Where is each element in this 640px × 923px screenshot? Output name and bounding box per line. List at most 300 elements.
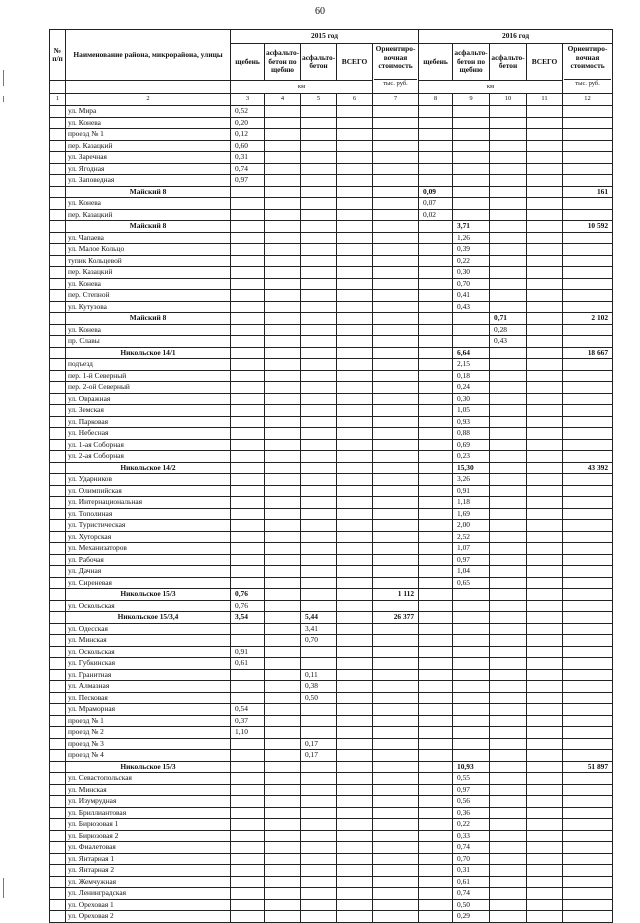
- table-row: [50, 692, 613, 704]
- km-cell: [337, 416, 373, 428]
- km-cell: [419, 221, 453, 233]
- km-cell: [337, 612, 373, 624]
- street-name: проезд № 4: [66, 750, 231, 762]
- cost-cell: [373, 175, 419, 187]
- table-row: [50, 600, 613, 612]
- cost-cell: [373, 600, 419, 612]
- row-number-cell: [50, 865, 66, 877]
- cost-cell: [563, 577, 613, 589]
- km-cell: [527, 612, 563, 624]
- km-cell: [453, 750, 490, 762]
- km-cell: [265, 324, 301, 336]
- km-cell: [337, 106, 373, 118]
- km-cell: [527, 485, 563, 497]
- cost-cell: [373, 393, 419, 405]
- km-cell: [265, 577, 301, 589]
- km-cell: [419, 347, 453, 359]
- street-name: ул. Мира: [66, 106, 231, 118]
- km-cell: [337, 129, 373, 141]
- cost-cell: [563, 209, 613, 221]
- km-cell: 6,64: [453, 347, 490, 359]
- row-number-cell: [50, 313, 66, 325]
- km-cell: [337, 439, 373, 451]
- table-header: [50, 30, 613, 106]
- cost-cell: [563, 681, 613, 693]
- cost-cell: [563, 704, 613, 716]
- street-name: проезд № 1: [66, 129, 231, 141]
- km-cell: [301, 336, 337, 348]
- km-cell: [527, 796, 563, 808]
- km-cell: [265, 669, 301, 681]
- cost-cell: [563, 290, 613, 302]
- km-cell: [527, 416, 563, 428]
- km-cell: [231, 255, 265, 267]
- street-name: ул. Янтарная 1: [66, 853, 231, 865]
- km-cell: [419, 324, 453, 336]
- cost-cell: [563, 750, 613, 762]
- km-cell: [301, 244, 337, 256]
- km-cell: [265, 727, 301, 739]
- cost-cell: [373, 888, 419, 900]
- street-name: ул. Изумрудная: [66, 796, 231, 808]
- table-row: [50, 232, 613, 244]
- cost-cell: [373, 738, 419, 750]
- km-cell: [265, 393, 301, 405]
- km-cell: [265, 175, 301, 187]
- km-cell: [231, 485, 265, 497]
- km-cell: [301, 543, 337, 555]
- km-cell: [419, 313, 453, 325]
- street-name: ул. Оскольская: [66, 646, 231, 658]
- km-cell: [265, 462, 301, 474]
- km-cell: [419, 117, 453, 129]
- km-cell: [337, 370, 373, 382]
- table-row: [50, 405, 613, 417]
- km-cell: [301, 129, 337, 141]
- km-cell: [337, 761, 373, 773]
- cost-cell: [373, 681, 419, 693]
- km-cell: [265, 485, 301, 497]
- km-cell: [231, 324, 265, 336]
- km-cell: [527, 474, 563, 486]
- km-cell: [527, 704, 563, 716]
- cost-cell: [373, 359, 419, 371]
- row-number-cell: [50, 681, 66, 693]
- km-cell: [453, 186, 490, 198]
- km-cell: 0,97: [453, 784, 490, 796]
- km-cell: [490, 531, 527, 543]
- cost-cell: [563, 796, 613, 808]
- table-row: [50, 485, 613, 497]
- km-cell: [527, 313, 563, 325]
- cost-cell: [563, 600, 613, 612]
- row-number-cell: [50, 163, 66, 175]
- km-cell: [419, 589, 453, 601]
- km-cell: [419, 244, 453, 256]
- km-cell: [337, 232, 373, 244]
- km-cell: [453, 313, 490, 325]
- km-cell: 0,30: [453, 267, 490, 279]
- km-cell: [301, 807, 337, 819]
- km-cell: [490, 462, 527, 474]
- km-cell: [337, 520, 373, 532]
- km-cell: 0,70: [301, 635, 337, 647]
- km-cell: 0,09: [419, 186, 453, 198]
- cost-cell: [373, 232, 419, 244]
- km-cell: [527, 359, 563, 371]
- km-cell: [265, 761, 301, 773]
- km-cell: [527, 324, 563, 336]
- km-cell: [265, 221, 301, 233]
- km-cell: [419, 842, 453, 854]
- km-cell: [231, 439, 265, 451]
- km-cell: [301, 819, 337, 831]
- table-row: [50, 738, 613, 750]
- table-row: [50, 543, 613, 555]
- km-cell: [453, 175, 490, 187]
- table-row: [50, 474, 613, 486]
- row-number-cell: [50, 600, 66, 612]
- km-cell: [301, 853, 337, 865]
- cost-cell: [563, 623, 613, 635]
- street-name: ул. Гранитная: [66, 669, 231, 681]
- cost-cell: [563, 508, 613, 520]
- cost-cell: [373, 462, 419, 474]
- row-number-cell: [50, 853, 66, 865]
- row-number-cell: [50, 370, 66, 382]
- group-name: Майский 8: [66, 186, 231, 198]
- cost-cell: [373, 244, 419, 256]
- km-cell: [301, 784, 337, 796]
- km-cell: [419, 715, 453, 727]
- cost-cell: [373, 761, 419, 773]
- km-cell: [337, 531, 373, 543]
- km-cell: [337, 589, 373, 601]
- km-cell: 0,22: [453, 255, 490, 267]
- margin-mark: [3, 878, 4, 898]
- cost-cell: 26 377: [373, 612, 419, 624]
- cost-cell: [373, 301, 419, 313]
- table-row: [50, 278, 613, 290]
- km-cell: [527, 750, 563, 762]
- km-cell: [301, 865, 337, 877]
- km-cell: [490, 876, 527, 888]
- km-cell: [231, 784, 265, 796]
- km-cell: [301, 359, 337, 371]
- group-name: Никольское 15/3,4: [66, 612, 231, 624]
- table-row: [50, 163, 613, 175]
- margin-mark: [3, 96, 4, 102]
- km-cell: [265, 543, 301, 555]
- table-row: [50, 842, 613, 854]
- km-cell: [301, 796, 337, 808]
- km-cell: [337, 888, 373, 900]
- km-cell: [337, 359, 373, 371]
- km-cell: [490, 497, 527, 509]
- row-number-cell: [50, 474, 66, 486]
- km-cell: 0,12: [231, 129, 265, 141]
- km-cell: [419, 750, 453, 762]
- km-cell: [419, 577, 453, 589]
- km-cell: 0,50: [453, 899, 490, 911]
- km-cell: [527, 497, 563, 509]
- km-cell: [231, 198, 265, 210]
- km-cell: [490, 152, 527, 164]
- row-number-cell: [50, 646, 66, 658]
- header-cost-2016-label: Ориентиро-вочная стоимость: [567, 44, 608, 70]
- cost-cell: [373, 635, 419, 647]
- row-number-cell: [50, 140, 66, 152]
- row-number-cell: [50, 830, 66, 842]
- km-cell: [527, 761, 563, 773]
- km-cell: [490, 761, 527, 773]
- km-cell: [301, 761, 337, 773]
- table-row: [50, 531, 613, 543]
- row-number-cell: [50, 267, 66, 279]
- km-cell: [527, 784, 563, 796]
- row-number-cell: [50, 876, 66, 888]
- km-cell: [231, 290, 265, 302]
- km-cell: [527, 278, 563, 290]
- table-row: [50, 428, 613, 440]
- km-cell: [527, 221, 563, 233]
- km-cell: [265, 681, 301, 693]
- header-unit-km-2015: км: [231, 81, 373, 94]
- km-cell: [265, 301, 301, 313]
- cost-cell: 1 112: [373, 589, 419, 601]
- row-number-cell: [50, 727, 66, 739]
- km-cell: [337, 727, 373, 739]
- km-cell: [337, 865, 373, 877]
- km-cell: [527, 520, 563, 532]
- table-row: [50, 635, 613, 647]
- row-number-cell: [50, 106, 66, 118]
- km-cell: [301, 704, 337, 716]
- km-cell: [265, 370, 301, 382]
- cost-cell: [563, 152, 613, 164]
- km-cell: [231, 416, 265, 428]
- km-cell: [419, 635, 453, 647]
- km-cell: [231, 359, 265, 371]
- km-cell: [490, 106, 527, 118]
- header-asphalt-2016: асфальто-бетон: [490, 44, 527, 81]
- header-unit-blank: [50, 81, 66, 94]
- km-cell: [231, 876, 265, 888]
- km-cell: [337, 198, 373, 210]
- km-cell: [337, 658, 373, 670]
- cost-cell: [563, 359, 613, 371]
- cost-cell: [563, 451, 613, 463]
- km-cell: [453, 163, 490, 175]
- cost-cell: [373, 255, 419, 267]
- header-year-2016: 2016 год: [419, 30, 613, 44]
- cost-cell: [373, 853, 419, 865]
- km-cell: [337, 554, 373, 566]
- km-cell: 0,54: [231, 704, 265, 716]
- km-cell: 2,52: [453, 531, 490, 543]
- km-cell: [337, 623, 373, 635]
- km-cell: [301, 106, 337, 118]
- cost-cell: [563, 658, 613, 670]
- km-cell: [265, 635, 301, 647]
- km-cell: [301, 646, 337, 658]
- group-row: [50, 186, 613, 198]
- cost-cell: [373, 773, 419, 785]
- km-cell: [453, 117, 490, 129]
- km-cell: 0,93: [453, 416, 490, 428]
- cost-cell: [373, 129, 419, 141]
- row-number-cell: [50, 612, 66, 624]
- km-cell: [265, 106, 301, 118]
- km-cell: [265, 646, 301, 658]
- street-name: ул. 2-ая Соборная: [66, 451, 231, 463]
- km-cell: [301, 198, 337, 210]
- km-cell: [301, 497, 337, 509]
- cost-cell: [373, 715, 419, 727]
- table-row: [50, 416, 613, 428]
- street-name: ул. Чапаева: [66, 232, 231, 244]
- table-row: [50, 508, 613, 520]
- km-cell: [301, 842, 337, 854]
- km-cell: [265, 451, 301, 463]
- cost-cell: [563, 888, 613, 900]
- cost-cell: [373, 911, 419, 923]
- column-number: 5: [301, 94, 337, 106]
- km-cell: [265, 784, 301, 796]
- km-cell: [231, 221, 265, 233]
- table-row: [50, 727, 613, 739]
- cost-cell: [373, 290, 419, 302]
- km-cell: [231, 186, 265, 198]
- km-cell: [527, 290, 563, 302]
- street-name: ул. Бирюзовая 1: [66, 819, 231, 831]
- km-cell: [453, 209, 490, 221]
- table-row: [50, 382, 613, 394]
- km-cell: [419, 796, 453, 808]
- km-cell: 1,69: [453, 508, 490, 520]
- row-number-cell: [50, 784, 66, 796]
- table-row: [50, 451, 613, 463]
- column-number: 6: [337, 94, 373, 106]
- km-cell: [265, 232, 301, 244]
- km-cell: [337, 462, 373, 474]
- row-number-cell: [50, 405, 66, 417]
- km-cell: [527, 554, 563, 566]
- km-cell: [527, 531, 563, 543]
- km-cell: [231, 382, 265, 394]
- km-cell: [337, 209, 373, 221]
- km-cell: [490, 807, 527, 819]
- km-cell: [490, 405, 527, 417]
- cost-cell: [563, 301, 613, 313]
- km-cell: [419, 566, 453, 578]
- street-name: ул. Минская: [66, 635, 231, 647]
- group-name: Никольское 15/3: [66, 761, 231, 773]
- km-cell: [231, 911, 265, 923]
- km-cell: [453, 681, 490, 693]
- header-asphalt-2015: асфальто-бетон: [301, 44, 337, 81]
- km-cell: [490, 267, 527, 279]
- km-cell: [490, 428, 527, 440]
- km-cell: [301, 485, 337, 497]
- km-cell: [453, 692, 490, 704]
- km-cell: [337, 646, 373, 658]
- km-cell: [419, 704, 453, 716]
- km-cell: [301, 830, 337, 842]
- km-cell: [337, 140, 373, 152]
- km-cell: 0,60: [231, 140, 265, 152]
- cost-cell: [563, 393, 613, 405]
- km-cell: [490, 474, 527, 486]
- km-cell: [453, 140, 490, 152]
- km-cell: [337, 692, 373, 704]
- km-cell: [231, 209, 265, 221]
- cost-cell: [563, 612, 613, 624]
- street-name: ул. Одесская: [66, 623, 231, 635]
- row-number-cell: [50, 129, 66, 141]
- km-cell: 0,36: [453, 807, 490, 819]
- km-cell: [231, 428, 265, 440]
- row-number-cell: [50, 393, 66, 405]
- cost-cell: [563, 474, 613, 486]
- street-name: ул. Малое Кольцо: [66, 244, 231, 256]
- header-gravel-2015: щебень: [231, 44, 265, 81]
- street-name: пер. 1-й Северный: [66, 370, 231, 382]
- km-cell: [453, 623, 490, 635]
- table-row: [50, 681, 613, 693]
- km-cell: [301, 451, 337, 463]
- km-cell: [490, 554, 527, 566]
- km-cell: [265, 497, 301, 509]
- column-number: 12: [563, 94, 613, 106]
- km-cell: [301, 393, 337, 405]
- km-cell: [527, 807, 563, 819]
- km-cell: [527, 117, 563, 129]
- km-cell: 0,74: [453, 888, 490, 900]
- cost-cell: [373, 186, 419, 198]
- km-cell: [265, 255, 301, 267]
- km-cell: [301, 715, 337, 727]
- km-cell: [337, 163, 373, 175]
- km-cell: [265, 819, 301, 831]
- km-cell: 0,22: [453, 819, 490, 831]
- km-cell: [265, 531, 301, 543]
- km-cell: [527, 336, 563, 348]
- header-asphalt-on-gravel-2016: асфальто-бетон по щебню: [453, 44, 490, 81]
- km-cell: [231, 681, 265, 693]
- km-cell: [301, 577, 337, 589]
- km-cell: [527, 623, 563, 635]
- km-cell: [419, 129, 453, 141]
- km-cell: [453, 600, 490, 612]
- cost-cell: [563, 106, 613, 118]
- column-number: 3: [231, 94, 265, 106]
- table-row: [50, 497, 613, 509]
- km-cell: [231, 819, 265, 831]
- km-cell: [419, 761, 453, 773]
- street-name: пр. Славы: [66, 336, 231, 348]
- km-cell: [231, 853, 265, 865]
- column-number: 2: [66, 94, 231, 106]
- km-cell: [527, 451, 563, 463]
- column-number: 8: [419, 94, 453, 106]
- row-number-cell: [50, 738, 66, 750]
- km-cell: [490, 451, 527, 463]
- km-cell: [265, 359, 301, 371]
- km-cell: [231, 462, 265, 474]
- km-cell: [527, 232, 563, 244]
- km-cell: [490, 715, 527, 727]
